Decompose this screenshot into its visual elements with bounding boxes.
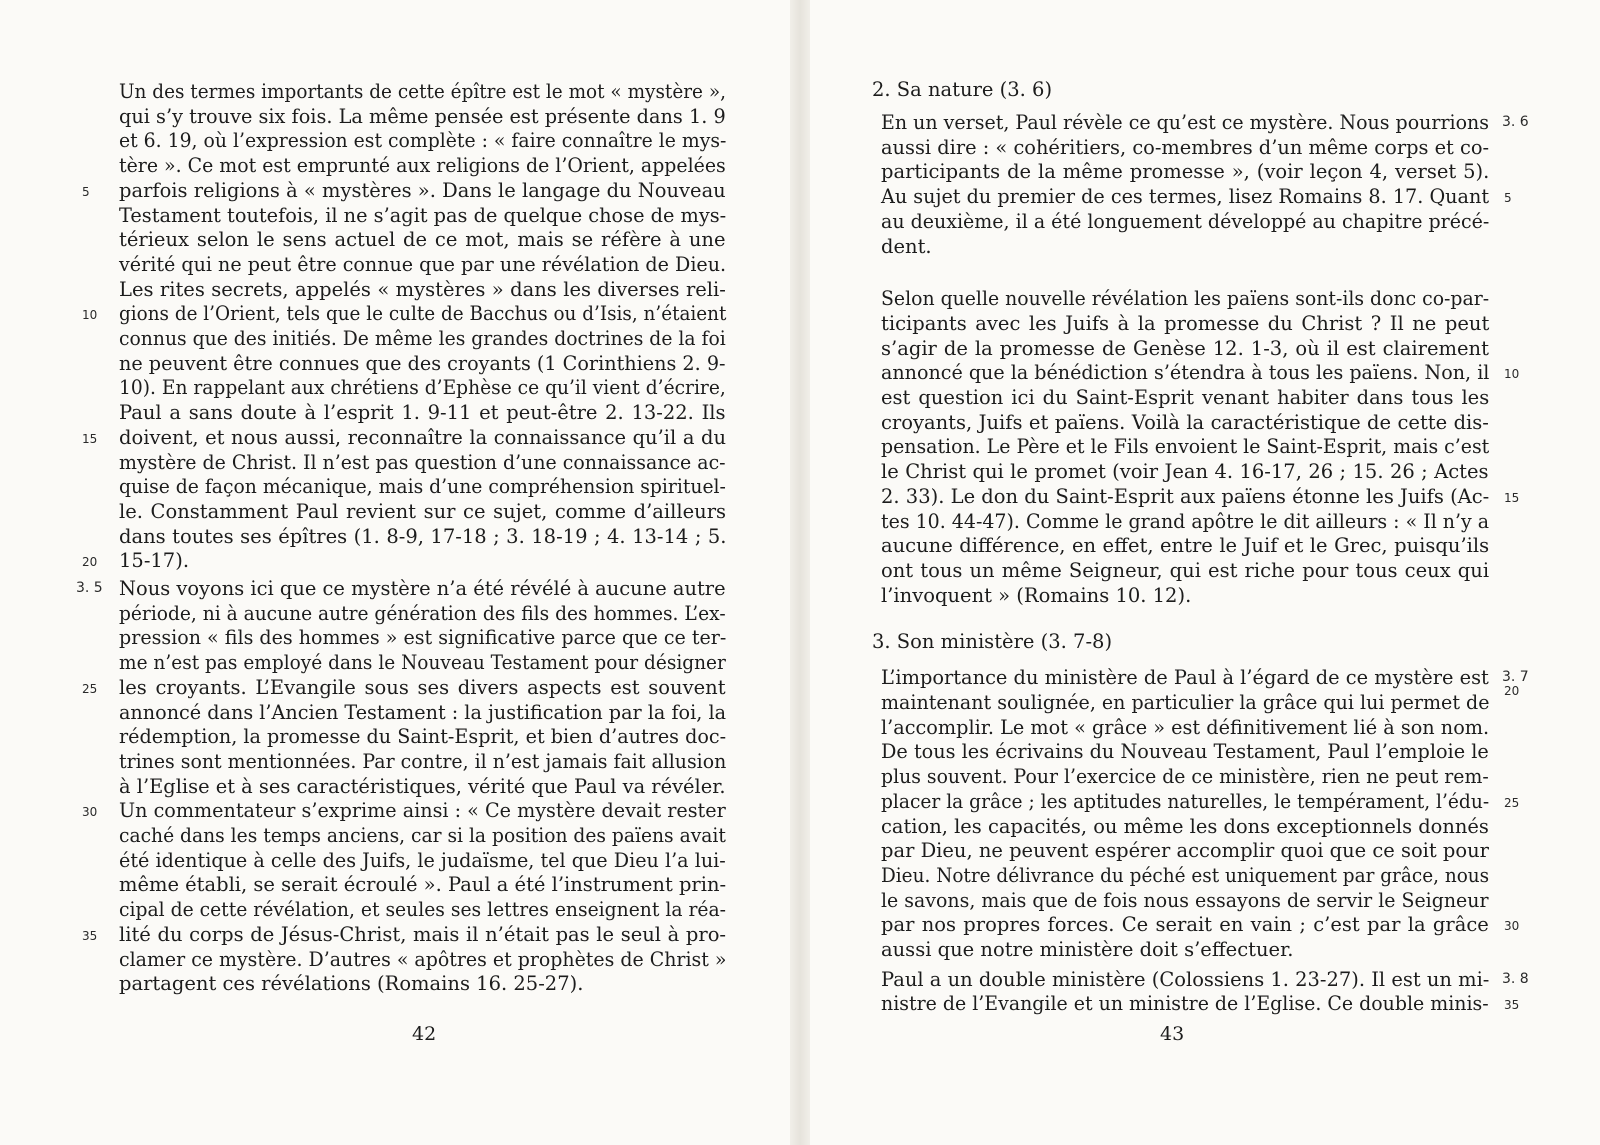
text-line: placer la grâce ; les aptitudes naturelles, le tempérament, l’édu- <box>881 789 1490 813</box>
text-line: s’agir de la promesse de Genèse 12. 1-3, où il est clairement <box>881 336 1489 360</box>
text-line: par Dieu, ne peuvent espérer accomplir quoi que ce soit pour <box>881 839 1489 863</box>
text-line: même établi, se serait écroulé ». Paul a été l’instrument prin- <box>119 873 727 897</box>
line-number: 5 <box>1504 191 1512 206</box>
heading-sa-nature: 2. Sa nature (3. 6) <box>872 78 1053 101</box>
text-line: doivent, et nous aussi, reconnaître la connaissance qu’il a du <box>119 425 727 449</box>
left-page <box>0 0 790 1145</box>
text-line: et 6. 19, où l’expression est complète : « faire connaître le mys- <box>119 129 727 153</box>
page-number-right: 43 <box>1160 1023 1185 1045</box>
verse-reference: 3. 7 <box>1502 669 1529 686</box>
text-line: l’invoquent » (Romains 10. 12). <box>881 583 1192 607</box>
text-line: térieux selon le sens actuel de ce mot, mais se réfère à une <box>119 228 726 252</box>
text-line: été identique à celle des Juifs, le judaïsme, tel que Dieu l’a lui- <box>119 848 726 872</box>
text-line: pression « fils des hommes » est significative parce que ce ter- <box>119 626 727 650</box>
line-number: 20 <box>82 555 98 570</box>
line-number: 15 <box>82 431 98 446</box>
text-line: connus que des initiés. De même les grandes doctrines de la foi <box>119 327 726 350</box>
text-line: les croyants. L’Evangile sous ses divers aspects est souvent <box>119 675 726 699</box>
line-number: 10 <box>82 308 98 323</box>
heading-son-ministere: 3. Son ministère (3. 7-8) <box>872 630 1113 654</box>
verse-reference: 3. 5 <box>76 580 103 596</box>
text-line: Un commentateur s’exprime ainsi : « Ce mystère devait rester <box>119 799 726 823</box>
line-number: 5 <box>82 184 90 199</box>
line-number: 15 <box>1504 490 1520 505</box>
book-gutter <box>790 0 810 1145</box>
text-line: En un verset, Paul révèle ce qu’est ce mystère. Nous pourrions <box>881 111 1490 134</box>
text-line: au deuxième, il a été longuement développé au chapitre précé- <box>881 209 1490 233</box>
text-line: Testament toutefois, il ne s’agit pas de quelque chose de mys- <box>119 203 727 227</box>
text-line: Dieu. Notre délivrance du péché est uniquement par grâce, nous <box>881 863 1490 887</box>
text-line: Un des termes importants de cette épître est le mot « mystère », <box>119 80 726 103</box>
text-line: ont tous un même Seigneur, qui est riche pour tous ceux qui <box>881 558 1490 582</box>
text-line: mystère de Christ. Il n’est pas question d’une connaissance ac- <box>119 450 726 474</box>
text-line: aucune différence, en effet, entre le Juif et le Grec, puisqu’ils <box>881 534 1490 558</box>
text-line: est question ici du Saint-Esprit venant habiter dans tous les <box>881 386 1490 409</box>
text-line: ticipants avec les Juifs à la promesse du Christ ? Il ne peut <box>881 311 1490 335</box>
text-line: dans toutes ses épîtres (1. 8-9, 17-18 ; 3. 18-19 ; 4. 13-14 ; 5. <box>119 524 727 548</box>
text-line: lité du corps de Jésus-Christ, mais il n’était pas le seul à pro- <box>119 922 727 946</box>
text-line: nistre de l’Evangile et un ministre de l’Eglise. Ce double minis- <box>881 992 1489 1016</box>
text-line: maintenant soulignée, en particulier la grâce qui lui permet de <box>881 691 1490 714</box>
text-line: croyants, Juifs et païens. Voilà la caractéristique de cette dis- <box>881 410 1489 434</box>
text-line: dent. <box>881 234 932 258</box>
text-line: qui s’y trouve six fois. La même pensée est présente dans 1. 9 <box>119 104 726 128</box>
text-line: 10). En rappelant aux chrétiens d’Ephèse ce qu’il vient d’écrire, <box>119 376 726 400</box>
text-line: trines sont mentionnées. Par contre, il n’est jamais fait allusion <box>119 749 727 773</box>
text-line: l’accomplir. Le mot « grâce » est définitivement lié à son nom. <box>881 715 1490 739</box>
line-number: 25 <box>82 681 98 696</box>
text-line: période, ni à aucune autre génération des fils des hommes. L’ex- <box>119 601 726 625</box>
text-line: aussi dire : « cohéritiers, co-membres d’un même corps et co- <box>881 135 1490 159</box>
text-line: Au sujet du premier de ces termes, lisez Romains 8. 17. Quant <box>881 185 1490 209</box>
text-line: tes 10. 44-47). Comme le grand apôtre le dit ailleurs : « Il n’y a <box>881 509 1490 533</box>
text-line: le. Constamment Paul revient sur ce sujet, comme d’ailleurs <box>119 499 727 523</box>
text-line: pensation. Le Père et le Fils envoient le Saint-Esprit, mais c’est <box>881 435 1490 459</box>
line-number: 30 <box>1504 919 1520 934</box>
text-line: caché dans les temps anciens, car si la position des païens avait <box>119 824 726 847</box>
text-line: partagent ces révélations (Romains 16. 25-27). <box>119 972 584 996</box>
text-line: Paul a sans doute à l’esprit 1. 9-11 et peut-être 2. 13-22. Ils <box>119 401 726 425</box>
line-number: 35 <box>82 928 98 943</box>
verse-reference: 3. 6 <box>1502 114 1529 130</box>
line-number: 25 <box>1504 795 1520 810</box>
text-line: De tous les écrivains du Nouveau Testament, Paul l’emploie le <box>881 740 1489 764</box>
text-line: tère ». Ce mot est emprunté aux religions de l’Orient, appelées <box>119 154 726 178</box>
text-line: le Christ qui le promet (voir Jean 4. 16-17, 26 ; 15. 26 ; Actes <box>881 460 1489 484</box>
text-line: cipal de cette révélation, et seules ses lettres enseignent la réa- <box>119 898 726 922</box>
text-line: 15-17). <box>119 549 190 573</box>
text-line: clamer ce mystère. D’autres « apôtres et prophètes de Christ » <box>119 947 727 971</box>
right-page <box>810 0 1600 1145</box>
text-line: Paul a un double ministère (Colossiens 1. 23-27). Il est un mi- <box>881 967 1490 991</box>
verse-reference: 3. 8 <box>1502 970 1529 987</box>
text-line: Les rites secrets, appelés « mystères » dans les diverses reli- <box>119 277 726 301</box>
page-number-left: 42 <box>412 1023 437 1045</box>
text-line: cation, les capacités, ou même les dons exceptionnels donnés <box>881 814 1489 838</box>
text-line: ne peuvent être connues que des croyants (1 Corinthiens 2. 9- <box>119 351 726 375</box>
text-line: vérité qui ne peut être connue que par une révélation de Dieu. <box>119 252 727 276</box>
text-line: par nos propres forces. Ce serait en vain ; c’est par la grâce <box>881 913 1489 937</box>
text-line: aussi que notre ministère doit s’effectuer. <box>881 938 1294 961</box>
text-line: L’importance du ministère de Paul à l’égard de ce mystère est <box>881 666 1489 690</box>
text-line: gions de l’Orient, tels que le culte de Bacchus ou d’Isis, n’étaient <box>119 302 727 326</box>
line-number: 35 <box>1504 998 1520 1013</box>
text-line: Selon quelle nouvelle révélation les païens sont-ils donc co-par- <box>881 287 1490 311</box>
line-number: 20 <box>1504 684 1520 699</box>
text-line: annoncé dans l’Ancien Testament : la justification par la foi, la <box>119 700 727 724</box>
line-number: 10 <box>1504 367 1520 382</box>
text-line: quise de façon mécanique, mais d’une compréhension spirituel- <box>119 475 726 499</box>
text-line: 2. 33). Le don du Saint-Esprit aux païens étonne les Juifs (Ac- <box>881 484 1490 508</box>
text-line: le savons, mais que de fois nous essayons de servir le Seigneur <box>881 888 1489 912</box>
text-line: me n’est pas employé dans le Nouveau Testament pour désigner <box>119 651 726 675</box>
text-line: plus souvent. Pour l’exercice de ce ministère, rien ne peut rem- <box>881 765 1489 789</box>
text-line: parfois religions à « mystères ». Dans le langage du Nouveau <box>119 178 726 202</box>
text-line: rédemption, la promesse du Saint-Esprit, et bien d’autres doc- <box>119 725 727 749</box>
line-number: 30 <box>82 805 98 820</box>
text-line: annoncé que la bénédiction s’étendra à tous les païens. Non, il <box>881 361 1490 385</box>
text-line: participants de la même promesse », (voir leçon 4, verset 5). <box>881 160 1490 184</box>
text-line: à l’Eglise et à ses caractéristiques, vérité que Paul va révéler. <box>119 774 726 798</box>
text-line: Nous voyons ici que ce mystère n’a été révélé à aucune autre <box>119 577 726 600</box>
